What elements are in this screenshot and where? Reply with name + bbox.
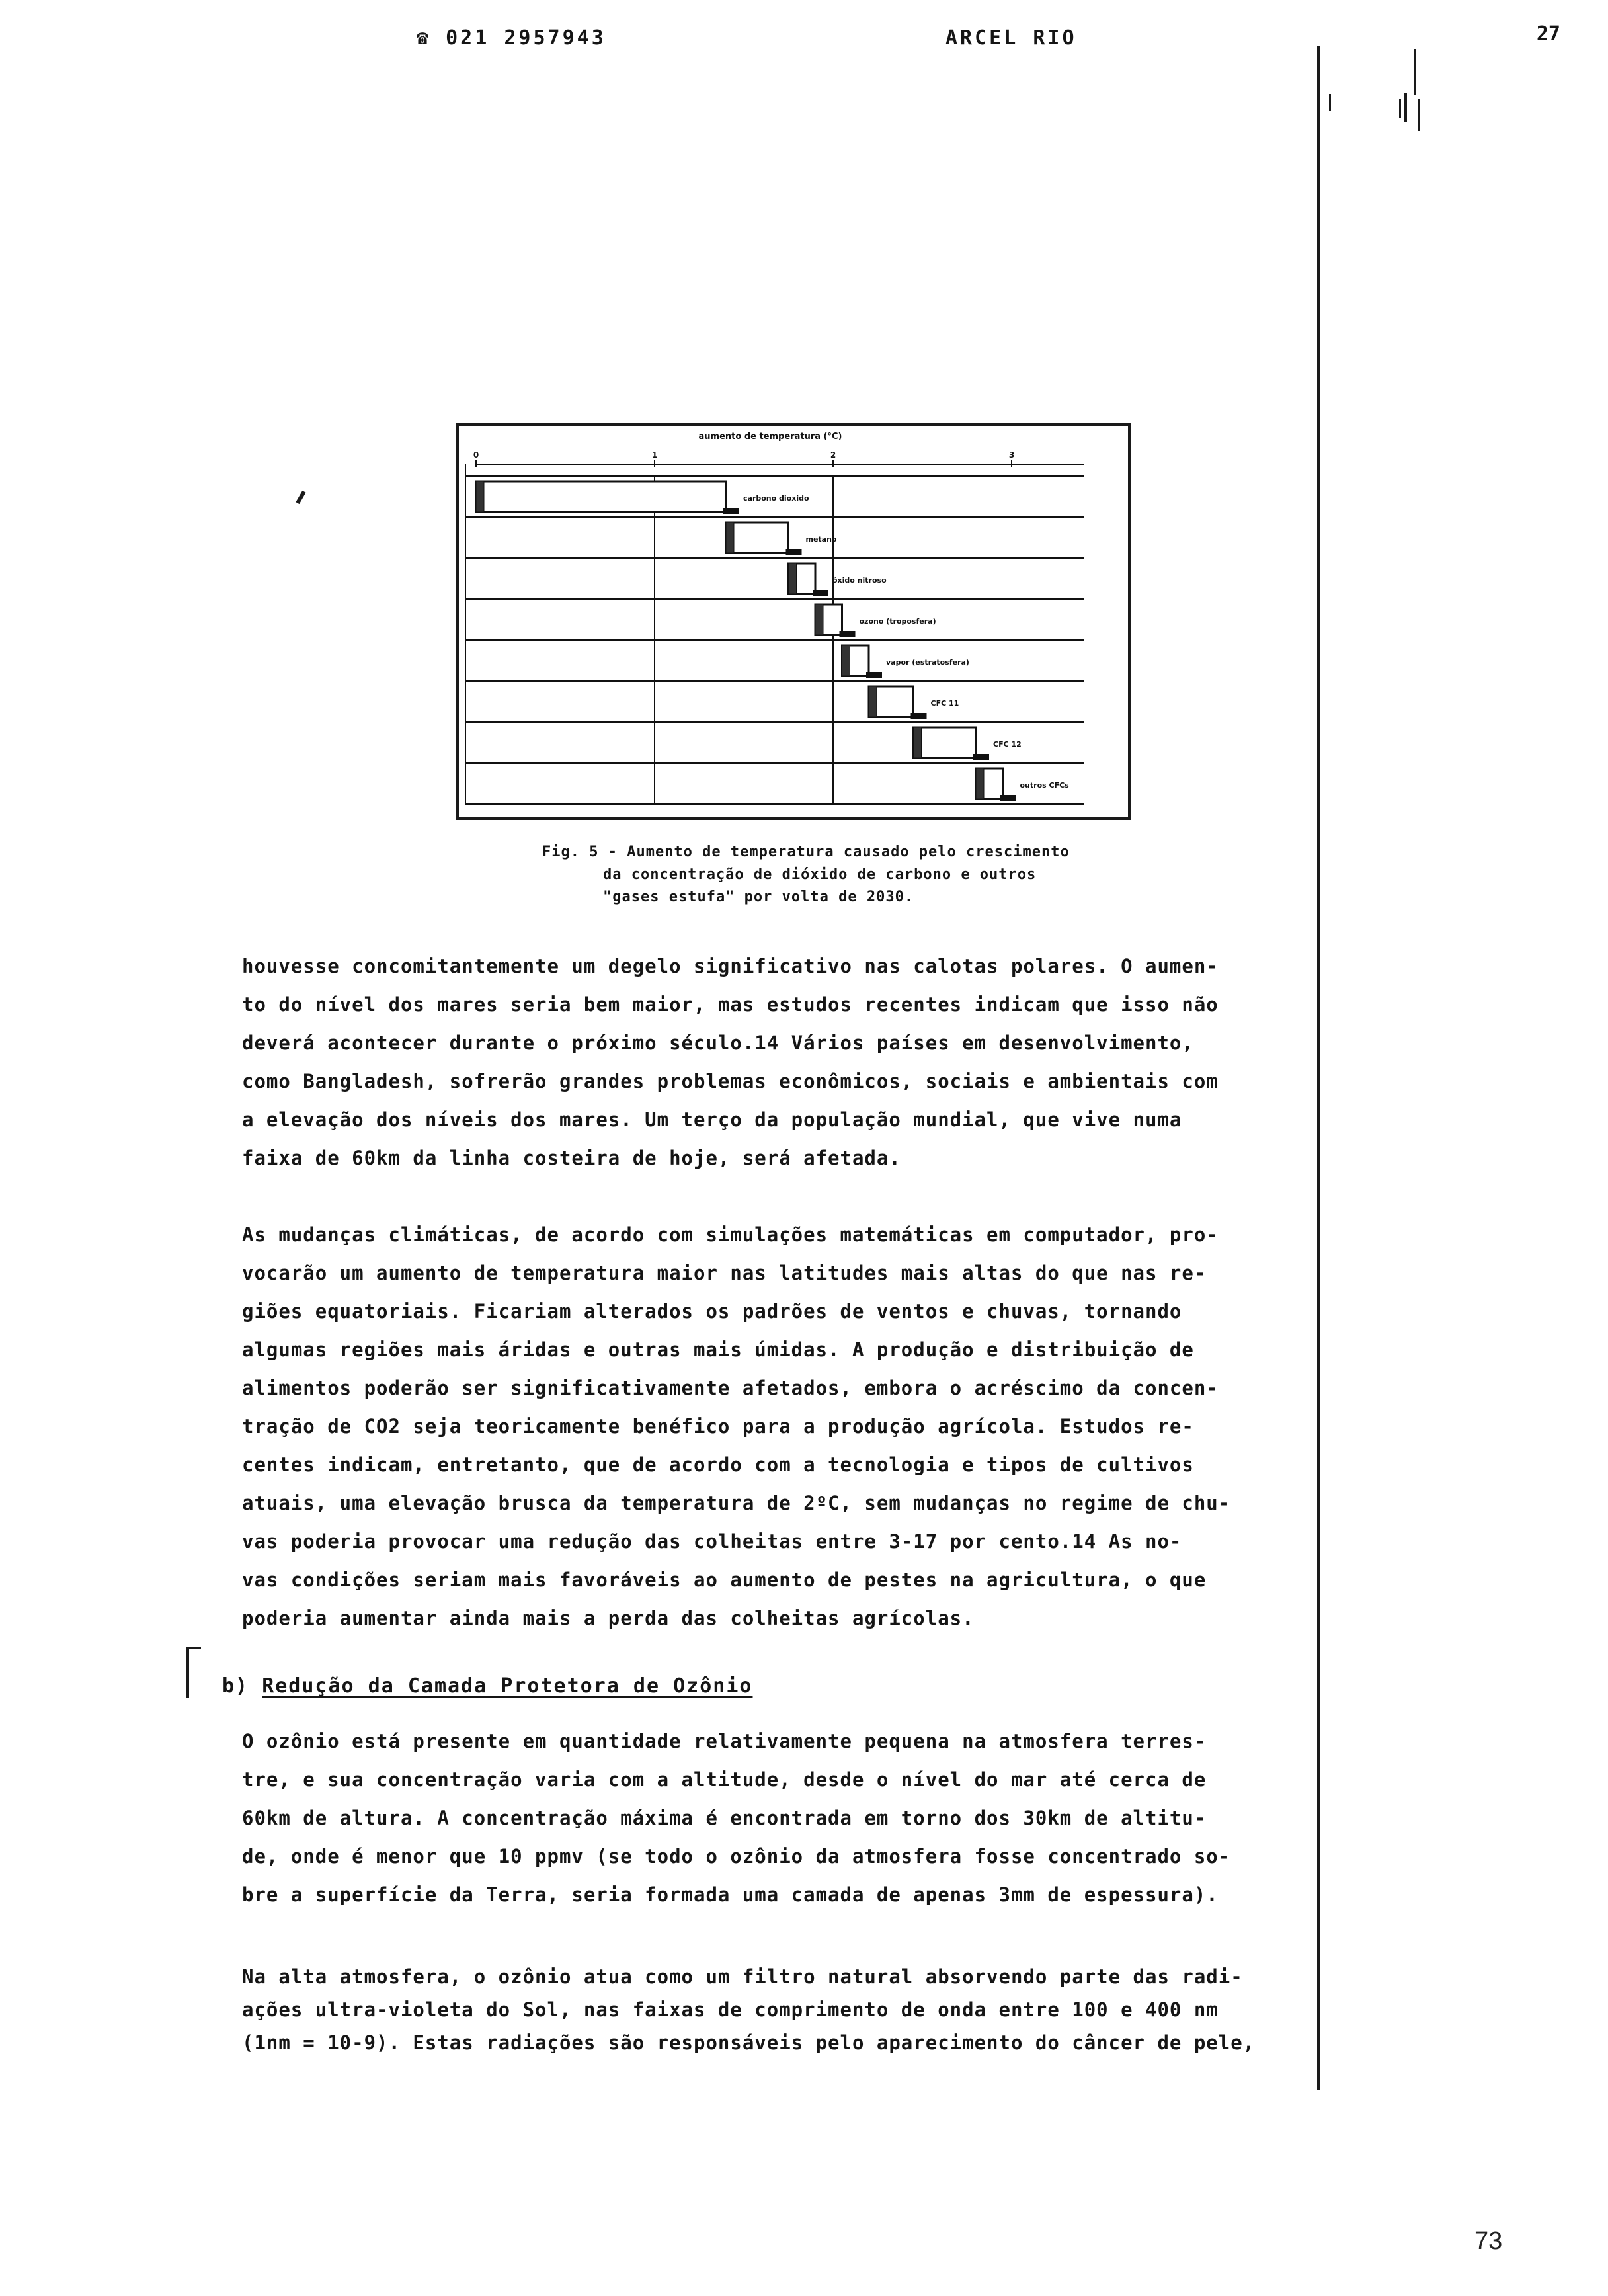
section-heading bbox=[222, 1674, 752, 1698]
scan-mark bbox=[1404, 93, 1407, 122]
temperature-chart bbox=[456, 423, 1131, 820]
bar-shadow bbox=[786, 549, 802, 555]
text-line: (1nm = 10-9). Estas radiações são responsáveis pelo aparecimento do câncer de pele, bbox=[242, 2031, 1256, 2054]
bar bbox=[914, 727, 977, 758]
bar-group bbox=[976, 768, 1016, 801]
tick-label: 0 bbox=[473, 450, 479, 460]
caption-line: Fig. 5 - Aumento de temperatura causado pelo crescimento bbox=[542, 844, 1070, 860]
chart-title: aumento de temperatura (°C) bbox=[698, 432, 842, 442]
text-line: O ozônio está presente em quantidade relativamente pequena na atmosfera terres- bbox=[242, 1730, 1207, 1752]
fax-header-phone: ☎ 021 2957943 bbox=[417, 26, 606, 50]
bar-label: vapor (estratosfera) bbox=[886, 658, 969, 667]
text-line: atuais, uma elevação brusca da temperatura de 2ºC, sem mudanças no regime de chu- bbox=[242, 1492, 1231, 1514]
paragraph-ozone-filter bbox=[242, 1960, 1300, 2059]
bar-label: óxido nitroso bbox=[832, 576, 887, 585]
bar-edge bbox=[815, 604, 823, 635]
scan-mark bbox=[1329, 94, 1331, 111]
text-line: deverá acontecer durante o próximo século.14 Vários países em desenvolvimento, bbox=[242, 1032, 1194, 1054]
text-line: bre a superfície da Terra, seria formada uma camada de apenas 3mm de espessura). bbox=[242, 1883, 1219, 1906]
bar-group bbox=[815, 604, 856, 637]
page-number-top: 27 bbox=[1536, 22, 1560, 46]
scan-mark bbox=[186, 1647, 189, 1698]
text-line: algumas regiões mais áridas e outras mais úmidas. A produção e distribuição de bbox=[242, 1338, 1194, 1361]
bar bbox=[476, 481, 726, 512]
fax-header-sender: ARCEL RIO bbox=[945, 26, 1077, 50]
text-line: vocarão um aumento de temperatura maior nas latitudes mais altas do que nas re- bbox=[242, 1262, 1207, 1284]
text-line: giões equatoriais. Ficariam alterados os padrões de ventos e chuvas, tornando bbox=[242, 1300, 1182, 1323]
text-line: centes indicam, entretanto, que de acordo com a tecnologia e tipos de cultivos bbox=[242, 1454, 1194, 1476]
text-line: ações ultra-violeta do Sol, nas faixas de comprimento de onda entre 100 e 400 nm bbox=[242, 1998, 1219, 2021]
tick-label: 3 bbox=[1008, 450, 1015, 460]
page-number-bottom: 73 bbox=[1474, 2227, 1503, 2255]
text-line: houvesse concomitantemente um degelo significativo nas calotas polares. O aumen- bbox=[242, 955, 1219, 977]
bar-group bbox=[789, 563, 829, 596]
bar-edge bbox=[976, 768, 984, 799]
bar-label: outros CFCs bbox=[1020, 781, 1069, 790]
bar-edge bbox=[476, 481, 484, 512]
paragraph-ozone bbox=[242, 1722, 1300, 1914]
text-line: como Bangladesh, sofrerão grandes problemas econômicos, sociais e ambientais com bbox=[242, 1070, 1219, 1092]
figure-caption bbox=[542, 841, 1150, 909]
bar-label: carbono dioxido bbox=[743, 494, 809, 503]
paragraph-climate-change bbox=[242, 1215, 1300, 1637]
paragraph-sea-level bbox=[242, 947, 1300, 1177]
text-line: tração de CO2 seja teoricamente benéfico para a produção agrícola. Estudos re- bbox=[242, 1415, 1194, 1438]
bar-shadow bbox=[813, 590, 828, 596]
bar-shadow bbox=[1000, 795, 1016, 801]
bar-shadow bbox=[973, 754, 989, 760]
bar-label: ozono (troposfera) bbox=[859, 617, 936, 626]
bar-edge bbox=[789, 563, 797, 594]
bar-edge bbox=[869, 686, 877, 717]
caption-line: da concentração de dióxido de carbono e outros bbox=[603, 866, 1037, 883]
section-letter: b) bbox=[222, 1674, 249, 1698]
scan-mark bbox=[296, 491, 305, 504]
text-line: alimentos poderão ser significativamente afetados, embora o acréscimo da concen- bbox=[242, 1377, 1219, 1399]
bar-shadow bbox=[911, 713, 927, 719]
tick-label: 2 bbox=[830, 450, 836, 460]
bar-shadow bbox=[866, 672, 882, 678]
bar-label: CFC 11 bbox=[930, 699, 959, 708]
bar-label: CFC 12 bbox=[993, 740, 1022, 749]
caption-line: "gases estufa" por volta de 2030. bbox=[603, 889, 914, 905]
scan-mark bbox=[1399, 99, 1401, 118]
text-line: tre, e sua concentração varia com a altitude, desde o nível do mar até cerca de bbox=[242, 1768, 1207, 1791]
bar-shadow bbox=[723, 508, 739, 514]
section-title: Redução da Camada Protetora de Ozônio bbox=[262, 1674, 753, 1698]
bar-label: metano bbox=[805, 535, 837, 544]
bar-group bbox=[476, 481, 739, 514]
text-line: vas condições seriam mais favoráveis ao aumento de pestes na agricultura, o que bbox=[242, 1569, 1207, 1591]
margin-rule bbox=[1317, 46, 1320, 2090]
scan-mark bbox=[1414, 49, 1416, 95]
bar bbox=[726, 522, 789, 553]
text-line: de, onde é menor que 10 ppmv (se todo o ozônio da atmosfera fosse concentrado so- bbox=[242, 1845, 1231, 1867]
text-line: faixa de 60km da linha costeira de hoje, será afetada. bbox=[242, 1147, 901, 1169]
bar-edge bbox=[842, 645, 850, 676]
bar-shadow bbox=[840, 631, 856, 637]
text-line: to do nível dos mares seria bem maior, mas estudos recentes indicam que isso não bbox=[242, 993, 1219, 1016]
text-line: vas poderia provocar uma redução das colheitas entre 3-17 por cento.14 As no- bbox=[242, 1530, 1182, 1553]
bar-edge bbox=[914, 727, 922, 758]
text-line: As mudanças climáticas, de acordo com simulações matemáticas em computador, pro- bbox=[242, 1223, 1219, 1246]
figure-chart bbox=[456, 423, 1131, 820]
bar-group bbox=[914, 727, 990, 760]
bar-edge bbox=[726, 522, 734, 553]
text-line: poderia aumentar ainda mais a perda das colheitas agrícolas. bbox=[242, 1607, 975, 1629]
bar-group bbox=[869, 686, 927, 719]
text-line: Na alta atmosfera, o ozônio atua como um filtro natural absorvendo parte das radi- bbox=[242, 1965, 1243, 1988]
text-line: a elevação dos níveis dos mares. Um terço da população mundial, que vive numa bbox=[242, 1108, 1182, 1131]
text-line: 60km de altura. A concentração máxima é encontrada em torno dos 30km de altitu- bbox=[242, 1807, 1207, 1829]
scan-mark bbox=[1418, 99, 1420, 131]
tick-label: 1 bbox=[651, 450, 658, 460]
scan-mark bbox=[186, 1647, 201, 1649]
bar-group bbox=[842, 645, 883, 678]
bar-group bbox=[726, 522, 802, 555]
